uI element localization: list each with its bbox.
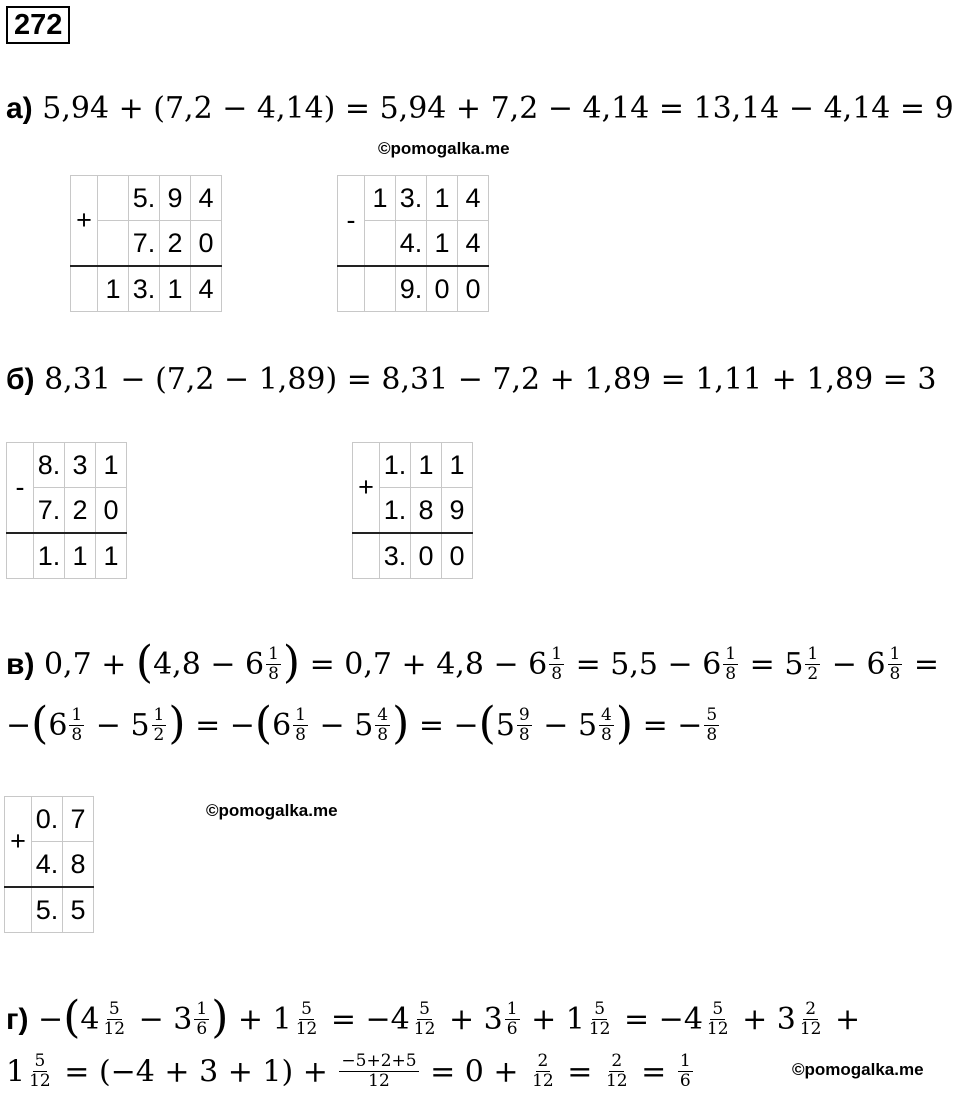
expr-a: 5,94 + (7,2 − 4,14) = 5,94 + 7,2 − 4,14 = 13,14 − 4,14 = 9 <box>42 91 954 126</box>
digit-cell: 4 <box>458 221 489 267</box>
digit-cell: 1. <box>380 488 411 534</box>
label-a: а) <box>6 92 33 125</box>
digit-cell: 9 <box>442 488 473 534</box>
digit-cell: 1. <box>380 443 411 488</box>
column-calc-v1 <box>4 796 94 933</box>
digit-cell: 1 <box>98 266 129 312</box>
digit-cell: 5. <box>32 887 63 933</box>
digit-cell: 1 <box>427 176 458 221</box>
expression-b <box>6 362 937 397</box>
digit-cell: 4 <box>191 176 222 221</box>
operator-sign: + <box>5 797 32 888</box>
digit-cell <box>98 221 129 267</box>
digit-cell: 5 <box>63 887 94 933</box>
empty-cell <box>7 533 34 579</box>
digit-cell: 0 <box>458 266 489 312</box>
digit-cell: 1 <box>96 533 127 579</box>
digit-cell: 8 <box>411 488 442 534</box>
column-calc-a2 <box>337 175 489 312</box>
label-v: в) <box>6 648 35 681</box>
calc-row <box>353 533 473 579</box>
watermark: ©pomogalka.me <box>206 801 338 820</box>
column-calc-b1 <box>6 442 127 579</box>
digit-cell: 1 <box>427 221 458 267</box>
expression-g-line2: 1 $\frac{5}{12}$ = (−4 + 3 + 1) + $\frac{-5+2+5}{12}$ = 0 + $\frac{2}{12}$ = $\frac{2}{12}$ = $\frac{1}{6}$ <box>6 1051 691 1091</box>
label-g: г) <box>6 1003 29 1036</box>
digit-cell: 7 <box>63 797 94 842</box>
calc-row <box>71 266 222 312</box>
digit-cell: 1 <box>96 443 127 488</box>
digit-cell: 0 <box>191 221 222 267</box>
expression-a <box>6 91 954 126</box>
digit-cell: 8. <box>34 443 65 488</box>
calc-row <box>5 887 94 933</box>
problem-number: 272 <box>6 6 70 44</box>
expression-v-line2: −(6 $\frac{1}{8}$ − 5 $\frac{1}{2}$ ) = −(6 $\frac{1}{8}$ − 5 $\frac{4}{8}$ ) = −(5 $\frac{9}{8}$ − 5 $\frac{4}{8}$ ) = − $\frac{5}{8}$ <box>6 698 718 749</box>
digit-cell: 1. <box>34 533 65 579</box>
calc-row <box>338 266 489 312</box>
digit-cell: 3. <box>129 266 160 312</box>
digit-cell: 5. <box>129 176 160 221</box>
digit-cell: 0. <box>32 797 63 842</box>
operator-sign: - <box>7 443 34 534</box>
digit-cell: 0 <box>442 533 473 579</box>
digit-cell <box>365 221 396 267</box>
column-calc-a1 <box>70 175 222 312</box>
digit-cell: 3 <box>65 443 96 488</box>
calc-row <box>338 176 489 221</box>
empty-cell <box>353 533 380 579</box>
digit-cell <box>98 176 129 221</box>
digit-cell: 3. <box>396 176 427 221</box>
expression-g-line1: г) −(4 $\frac{5}{12}$ − 3 $\frac{1}{6}$ ) + 1 $\frac{5}{12}$ = −4 $\frac{5}{12}$ + 3 $\frac{1}{6}$ + 1 $\frac{5}{12}$ = −4 $\frac{5}{12}$ + 3 $\frac{2}{12}$ + <box>6 992 861 1043</box>
digit-cell: 4. <box>32 842 63 888</box>
digit-cell: 7. <box>34 488 65 534</box>
digit-cell: 8 <box>63 842 94 888</box>
digit-cell: 2 <box>160 221 191 267</box>
digit-cell: 4. <box>396 221 427 267</box>
expr-b: 8,31 − (7,2 − 1,89) = 8,31 − 7,2 + 1,89 = 1,11 + 1,89 = 3 <box>44 362 937 397</box>
digit-cell: 1 <box>65 533 96 579</box>
digit-cell: 4 <box>458 176 489 221</box>
label-b: б) <box>6 363 35 396</box>
operator-sign: + <box>71 176 98 267</box>
calc-row <box>353 443 473 488</box>
column-calc-b2 <box>352 442 473 579</box>
digit-cell: 1 <box>365 176 396 221</box>
calc-row <box>71 176 222 221</box>
digit-cell: 4 <box>191 266 222 312</box>
digit-cell: 9 <box>160 176 191 221</box>
digit-cell: 1 <box>411 443 442 488</box>
expression-v-line1: в) 0,7 + (4,8 − 6 $\frac{1}{8}$ ) = 0,7 + 4,8 − 6 $\frac{1}{8}$ = 5,5 − 6 $\frac{1}{8}$ = 5 $\frac{1}{2}$ − 6 $\frac{1}{8}$ = <box>6 637 940 688</box>
digit-cell: 9. <box>396 266 427 312</box>
digit-cell <box>365 266 396 312</box>
digit-cell: 0 <box>411 533 442 579</box>
digit-cell: 2 <box>65 488 96 534</box>
empty-cell <box>5 887 32 933</box>
digit-cell: 1 <box>160 266 191 312</box>
digit-cell: 7. <box>129 221 160 267</box>
digit-cell: 0 <box>96 488 127 534</box>
calc-row <box>7 533 127 579</box>
empty-cell <box>71 266 98 312</box>
operator-sign: - <box>338 176 365 267</box>
calc-row <box>7 443 127 488</box>
operator-sign: + <box>353 443 380 534</box>
watermark: ©pomogalka.me <box>792 1060 924 1079</box>
watermark: ©pomogalka.me <box>378 139 510 158</box>
digit-cell: 3. <box>380 533 411 579</box>
calc-row <box>5 797 94 842</box>
digit-cell: 0 <box>427 266 458 312</box>
empty-cell <box>338 266 365 312</box>
digit-cell: 1 <box>442 443 473 488</box>
